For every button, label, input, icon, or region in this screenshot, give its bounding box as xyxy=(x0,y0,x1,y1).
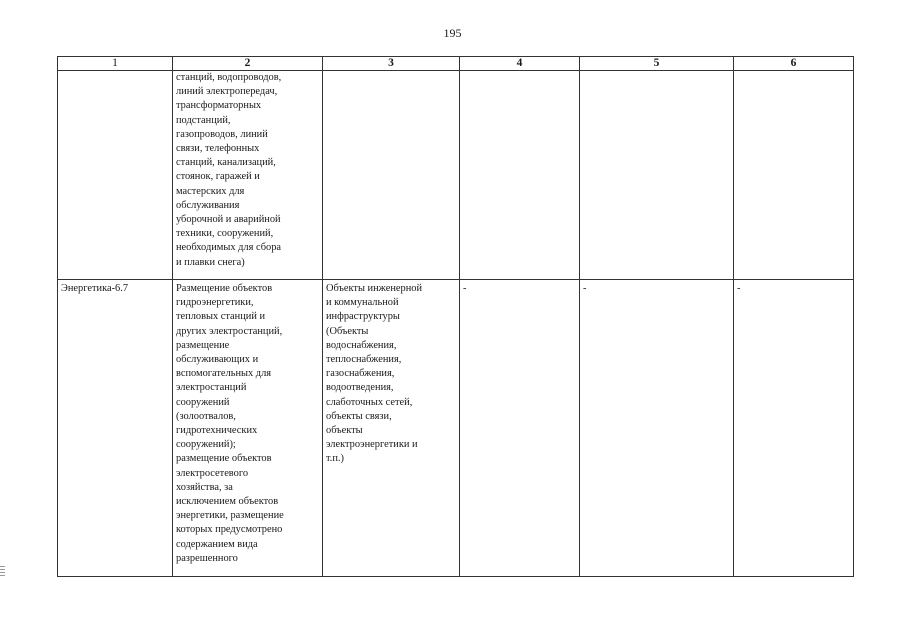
column-header-5: 5 xyxy=(580,57,734,71)
table-header-row xyxy=(58,57,854,71)
table-cell: Объекты инженерной и коммунальной инфраструктуры (Объекты водоснабжения, теплоснабжения, газоснабжения, водоотведения, слаботочных сетей, объекты связи, объекты электроэнергетики и т.п.) xyxy=(323,280,460,577)
table-cell xyxy=(460,71,580,280)
table-cell: станций, водопроводов, линий электропередач, трансформаторных подстанций, газопроводов, линий связи, телефонных станций, канализаций, стоянок, гаражей и мастерских для обслуживания уборочной и аварийной техники, сооружений, необходимых для сбора и плавки снега) xyxy=(173,71,323,280)
column-header-6: 6 xyxy=(734,57,854,71)
table-cell xyxy=(580,71,734,280)
column-header-3: 3 xyxy=(323,57,460,71)
page-number: 195 xyxy=(443,26,462,40)
column-header-1: 1 xyxy=(58,57,173,71)
table-cell: - xyxy=(460,280,580,577)
table-cell xyxy=(58,71,173,280)
table-cell: - xyxy=(580,280,734,577)
column-header-4: 4 xyxy=(460,57,580,71)
margin-scan-mark xyxy=(0,566,5,576)
column-header-2: 2 xyxy=(173,57,323,71)
land-use-table xyxy=(57,56,854,577)
table-cell: - xyxy=(734,280,854,577)
table-cell xyxy=(734,71,854,280)
table-row xyxy=(58,280,854,577)
table-row xyxy=(58,71,854,280)
table-cell: Размещение объектов гидроэнергетики, тепловых станций и других электростанций, размещение обслуживающих и вспомогательных для электростанций сооружений (золоотвалов, гидротехнических сооружений); размещение объектов электросетевого хозяйства, за исключением объектов энергетики, размещение которых предусмотрено содержанием вида разрешенного xyxy=(173,280,323,577)
table-cell xyxy=(323,71,460,280)
table-cell: Энергетика-6.7 xyxy=(58,280,173,577)
